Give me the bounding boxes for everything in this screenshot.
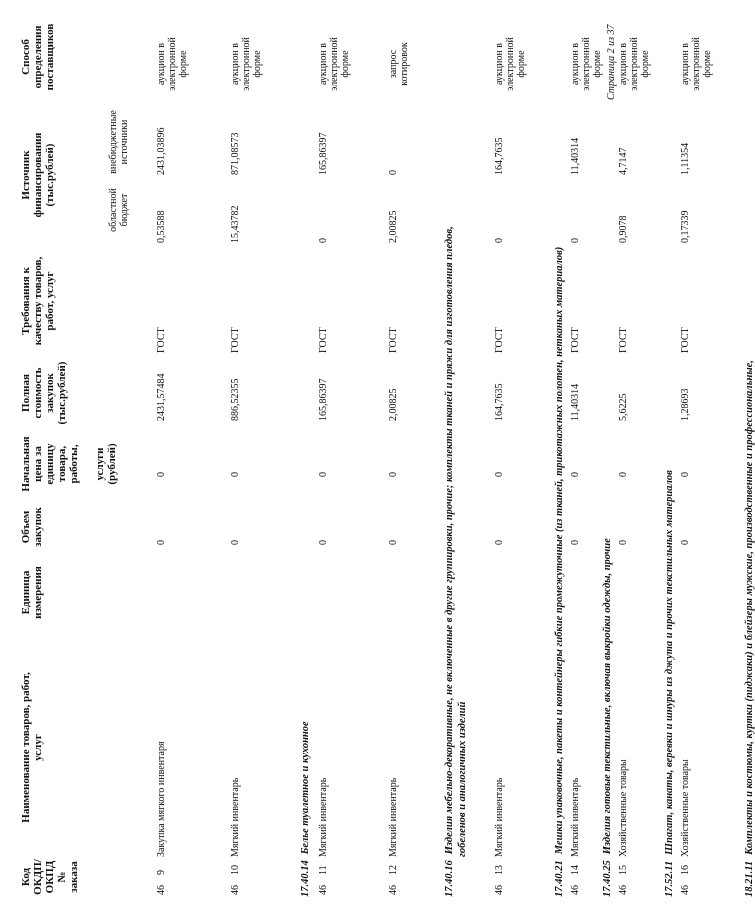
order-group-number: 46: [388, 885, 399, 895]
page-footer: Страница 2 из 37: [606, 24, 617, 100]
header-requirements: Требования к качеству товаров, работ, услуг: [20, 256, 56, 346]
extrabudgetary-funds: 0: [388, 170, 399, 175]
item-name: Мягкий инвентарь: [388, 777, 399, 857]
okpd-group-code: 17.40.16: [444, 860, 455, 897]
total-cost: 886,52355: [230, 378, 241, 421]
supplier-method: аукцион в электронной форме: [230, 37, 263, 91]
supplier-method: аукцион в электронной форме: [318, 37, 351, 91]
quality-requirements: ГОСТ: [570, 327, 581, 353]
quality-requirements: ГОСТ: [618, 327, 629, 353]
supplier-method: аукцион в электронной форме: [618, 37, 651, 91]
purchase-volume: 0: [618, 540, 629, 545]
okpd-group-code: 17.40.21: [554, 860, 565, 897]
order-number: 15: [618, 865, 629, 875]
regional-budget: 0,9078: [618, 215, 629, 243]
regional-budget: 0: [318, 238, 329, 243]
total-cost: 165,86397: [318, 378, 329, 421]
okpd-group-name: Изделия готовые текстильные, включая выкройки одежды, прочие: [602, 538, 613, 855]
purchase-volume: 0: [156, 540, 167, 545]
purchase-volume: 0: [318, 540, 329, 545]
item-name: Хозяйственные товары: [680, 759, 691, 857]
order-group-number: 46: [318, 885, 329, 895]
order-number: 11: [318, 865, 329, 875]
order-number: 10: [230, 865, 241, 875]
item-name: Закупка мягкого инвентаря: [156, 741, 167, 857]
extrabudgetary-funds: 4,7147: [618, 147, 629, 175]
order-number: 9: [156, 870, 167, 875]
order-group-number: 46: [618, 885, 629, 895]
extrabudgetary-funds: 1,11354: [680, 142, 691, 175]
regional-budget: 0: [570, 238, 581, 243]
quality-requirements: ГОСТ: [388, 327, 399, 353]
total-cost: 2,00825: [388, 388, 399, 421]
header-name: Наименование товаров, работ, услуг: [20, 672, 44, 823]
extrabudgetary-funds: 165,86397: [318, 132, 329, 175]
okpd-group-code: 18.21.11: [744, 860, 755, 897]
okpd-group-name: Мешки упаковочные, пакеты и контейнеры гибкие промежуточные (из тканей, трикотажных полотен, нетканых материалов): [554, 246, 565, 855]
regional-budget: 15,43782: [230, 205, 241, 243]
header-unit: Единица измерения: [20, 566, 44, 619]
quality-requirements: ГОСТ: [680, 327, 691, 353]
extrabudgetary-funds: 11,40314: [570, 137, 581, 175]
extrabudgetary-funds: 871,08573: [230, 132, 241, 175]
header-total: Полная стоимость закупок (тыс.рублей): [20, 361, 68, 425]
okpd-group-name: Белье туалетное и кухонное: [300, 721, 311, 855]
total-cost: 2431,57484: [156, 373, 167, 421]
okpd-group-heading: [664, 470, 675, 897]
header-price: Начальная цена за единицу товара, работы,: [20, 436, 80, 492]
item-name: Хозяйственные товары: [618, 759, 629, 857]
unit-price: 0: [618, 472, 629, 477]
order-group-number: 46: [680, 885, 691, 895]
item-name: Мягкий инвентарь: [318, 777, 329, 857]
okpd-group-code: 17.40.14: [300, 860, 311, 897]
unit-price: 0: [494, 472, 505, 477]
unit-price: 0: [156, 472, 167, 477]
order-number: 12: [388, 865, 399, 875]
purchase-volume: 0: [494, 540, 505, 545]
supplier-method: запрос котировок: [388, 42, 410, 86]
order-number: 16: [680, 865, 691, 875]
regional-budget: 0,17339: [680, 210, 691, 243]
purchase-volume: 0: [680, 540, 691, 545]
total-cost: 164,7635: [494, 383, 505, 421]
okpd-group-heading: [300, 721, 311, 897]
order-group-number: 46: [230, 885, 241, 895]
quality-requirements: ГОСТ: [230, 327, 241, 353]
item-name: Мягкий инвентарь: [494, 777, 505, 857]
unit-price: 0: [388, 472, 399, 477]
regional-budget: 0: [494, 238, 505, 243]
order-group-number: 46: [494, 885, 505, 895]
okpd-group-name-continued: гобеленов и аналогичных изделий: [457, 701, 468, 857]
quality-requirements: ГОСТ: [318, 327, 329, 353]
total-cost: 1,28693: [680, 388, 691, 421]
okpd-group-name: Шпагат, канаты, веревки и шнуры из джута и прочих текстильных материалов: [664, 470, 675, 855]
order-number: 13: [494, 865, 505, 875]
okpd-group-heading: [602, 538, 613, 897]
purchase-volume: 0: [388, 540, 399, 545]
header-code: Код ОКДП/ ОКПД № заказа: [20, 859, 80, 895]
okpd-group-heading: [554, 247, 565, 897]
regional-budget: 0,53588: [156, 210, 167, 243]
unit-price: 0: [318, 472, 329, 477]
okpd-group-name: Изделия мебельно-декоративные, не включенные в другие группировки, прочие; комплекты тканей и пряжи для изготовления пледов,: [444, 226, 455, 855]
okpd-group-heading: [444, 226, 455, 897]
total-cost: 11,40314: [570, 383, 581, 421]
item-name: Мягкий инвентарь: [570, 777, 581, 857]
order-number: 14: [570, 865, 581, 875]
unit-price: 0: [680, 472, 691, 477]
extrabudgetary-funds: 164,7635: [494, 137, 505, 175]
purchase-volume: 0: [570, 540, 581, 545]
header-funding-external: внебюджетные источники: [108, 110, 130, 174]
header-funding-regional: областной бюджет: [108, 188, 130, 232]
header-funding: Источник финансирования (тыс.рублей): [20, 132, 56, 218]
extrabudgetary-funds: 2431,03896: [156, 127, 167, 175]
purchase-volume: 0: [230, 540, 241, 545]
unit-price: 0: [570, 472, 581, 477]
okpd-group-code: 17.52.11: [664, 860, 675, 897]
total-cost: 5,6225: [618, 393, 629, 421]
quality-requirements: ГОСТ: [156, 327, 167, 353]
quality-requirements: ГОСТ: [494, 327, 505, 353]
okpd-group-code: 17.40.25: [602, 860, 613, 897]
header-method: Способ определения поставщиков: [20, 23, 56, 91]
supplier-method: аукцион в электронной форме: [680, 37, 713, 91]
okpd-group-heading: [744, 360, 755, 897]
supplier-method: аукцион в электронной форме: [570, 37, 603, 91]
okpd-group-name: Комплекты и костюмы, куртки (пиджаки) и блейзеры мужские, производственные и профессиональные,: [744, 360, 755, 855]
supplier-method: аукцион в электронной форме: [156, 37, 189, 91]
unit-price: 0: [230, 472, 241, 477]
item-name: Мягкий инвентарь: [230, 777, 241, 857]
order-group-number: 46: [156, 885, 167, 895]
order-group-number: 46: [570, 885, 581, 895]
supplier-method: аукцион в электронной форме: [494, 37, 527, 91]
regional-budget: 2,00825: [388, 210, 399, 243]
header-volume: Объем закупок: [20, 507, 44, 547]
header-price-unit: услуги (рублей): [94, 443, 118, 485]
